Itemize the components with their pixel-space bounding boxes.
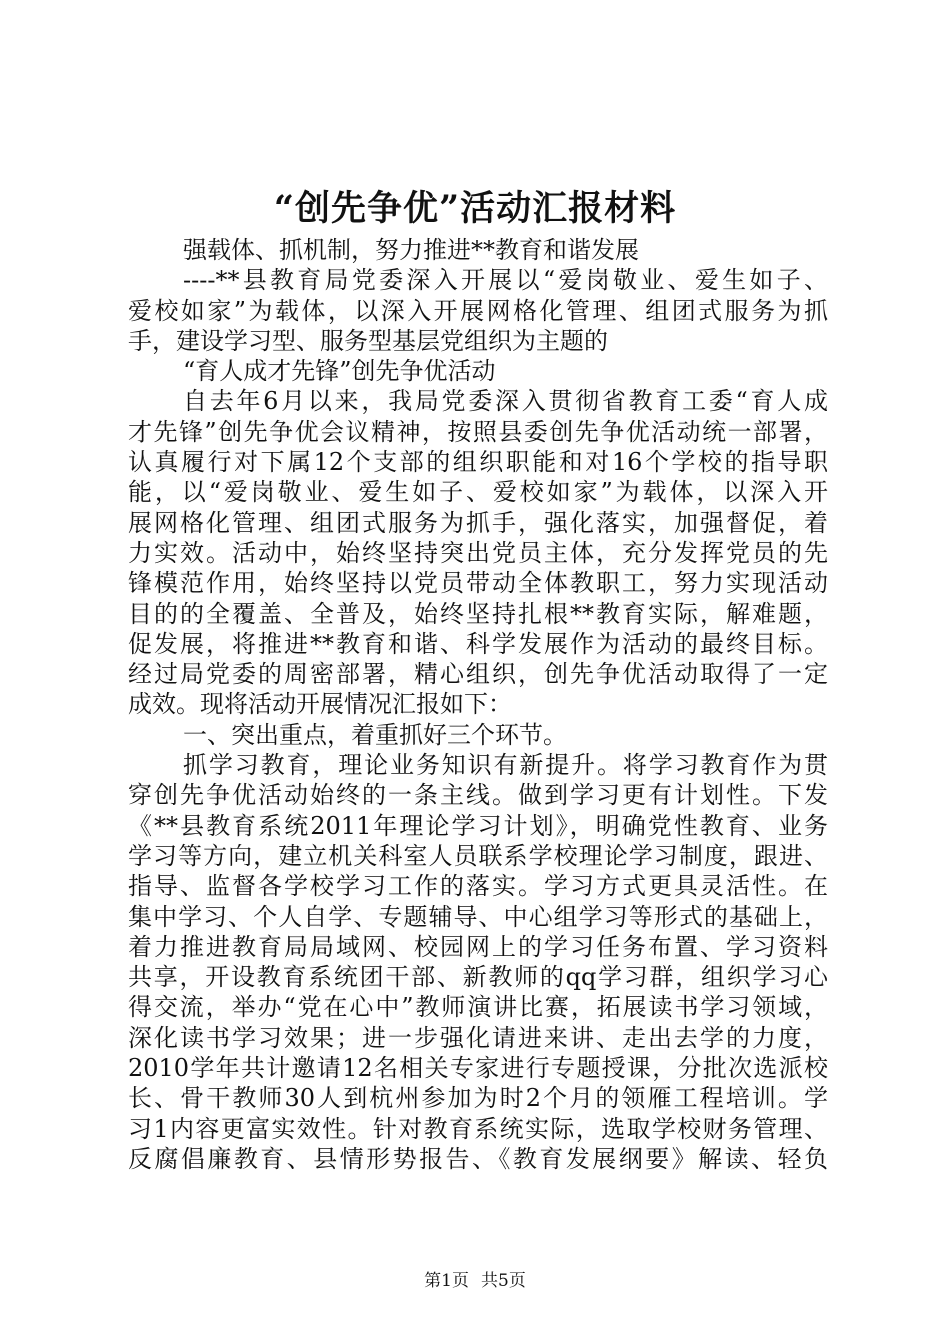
body-line: 成效。现将活动开展情况汇报如下： bbox=[128, 690, 512, 719]
body-line: 抓学习教育，理论业务知识有新提升。将学习教育作为贯 bbox=[183, 751, 828, 780]
page-total: 共5页 bbox=[481, 1271, 526, 1291]
body-line: 促发展，将推进**教育和谐、科学发展作为活动的最终目标。 bbox=[128, 629, 828, 658]
body-line: 穿创先争优活动始终的一条主线。做到学习更有计划性。下发 bbox=[128, 781, 828, 810]
body-line: 能，以“爱岗敬业、爱生如子、爱校如家”为载体，以深入开 bbox=[128, 478, 828, 507]
body-line: 习1内容更富实效性。针对教育系统实际，选取学校财务管理、 bbox=[128, 1114, 828, 1143]
subtitle-line: 强载体、抓机制，努力推进**教育和谐发展 bbox=[183, 236, 639, 264]
body-line: 得交流，举办“党在心中”教师演讲比赛，拓展读书学习领域， bbox=[128, 993, 828, 1022]
body-line: 锋模范作用，始终坚持以党员带动全体教职工，努力实现活动 bbox=[128, 569, 828, 598]
body-line: 《**县教育系统2011年理论学习计划》，明确党性教育、业务 bbox=[128, 811, 828, 840]
body-line: 深化读书学习效果；进一步强化请进来讲、走出去学的力度， bbox=[128, 1023, 828, 1052]
body-line: 经过局党委的周密部署，精心组织，创先争优活动取得了一定 bbox=[128, 660, 828, 689]
body-line: ----**县教育局党委深入开展以“爱岗敬业、爱生如子、 bbox=[183, 266, 828, 295]
body-line: 认真履行对下属12个支部的组织职能和对16个学校的指导职 bbox=[128, 448, 828, 477]
body-line: 着力推进教育局局域网、校园网上的学习任务布置、学习资料 bbox=[128, 932, 828, 961]
body-line: 指导、监督各学校学习工作的落实。学习方式更具灵活性。在 bbox=[128, 872, 828, 901]
body-line: 学习等方向，建立机关科室人员联系学校理论学习制度，跟进、 bbox=[128, 841, 828, 870]
body-line: 共享，开设教育系统团干部、新教师的qq学习群，组织学习心 bbox=[128, 963, 828, 992]
body-line: 展网格化管理、组团式服务为抓手，强化落实，加强督促，着 bbox=[128, 508, 828, 537]
body-line: 才先锋”创先争优会议精神，按照县委创先争优活动统一部署， bbox=[128, 417, 828, 446]
body-line: 集中学习、个人自学、专题辅导、中心组学习等形式的基础上， bbox=[128, 902, 828, 931]
body-line: 力实效。活动中，始终坚持突出党员主体，充分发挥党员的先 bbox=[128, 538, 828, 567]
document-title: “创先争优”活动汇报材料 bbox=[273, 188, 677, 229]
body-line: 2010学年共计邀请12名相关专家进行专题授课，分批次选派校 bbox=[128, 1054, 828, 1083]
body-line: 手，建设学习型、服务型基层党组织为主题的 bbox=[128, 326, 608, 355]
body-line: 长、骨干教师30人到杭州参加为时2个月的领雁工程培训。学 bbox=[128, 1084, 828, 1113]
section-heading: 一、突出重点，着重抓好三个环节。 bbox=[183, 720, 567, 749]
body-line: 目的的全覆盖、全普及，始终坚持扎根**教育实际，解难题， bbox=[128, 599, 828, 628]
document-body bbox=[128, 235, 828, 1174]
body-line: “育人成才先锋”创先争优活动 bbox=[183, 357, 496, 386]
body-line: 反腐倡廉教育、县情形势报告、《教育发展纲要》解读、轻负 bbox=[128, 1144, 828, 1173]
page-footer bbox=[0, 1270, 950, 1292]
body-line: 爱校如家”为载体，以深入开展网格化管理、组团式服务为抓 bbox=[128, 296, 828, 325]
body-line: 自去年6月以来，我局党委深入贯彻省教育工委“育人成 bbox=[183, 387, 828, 416]
page-number: 第1页 bbox=[424, 1271, 469, 1291]
